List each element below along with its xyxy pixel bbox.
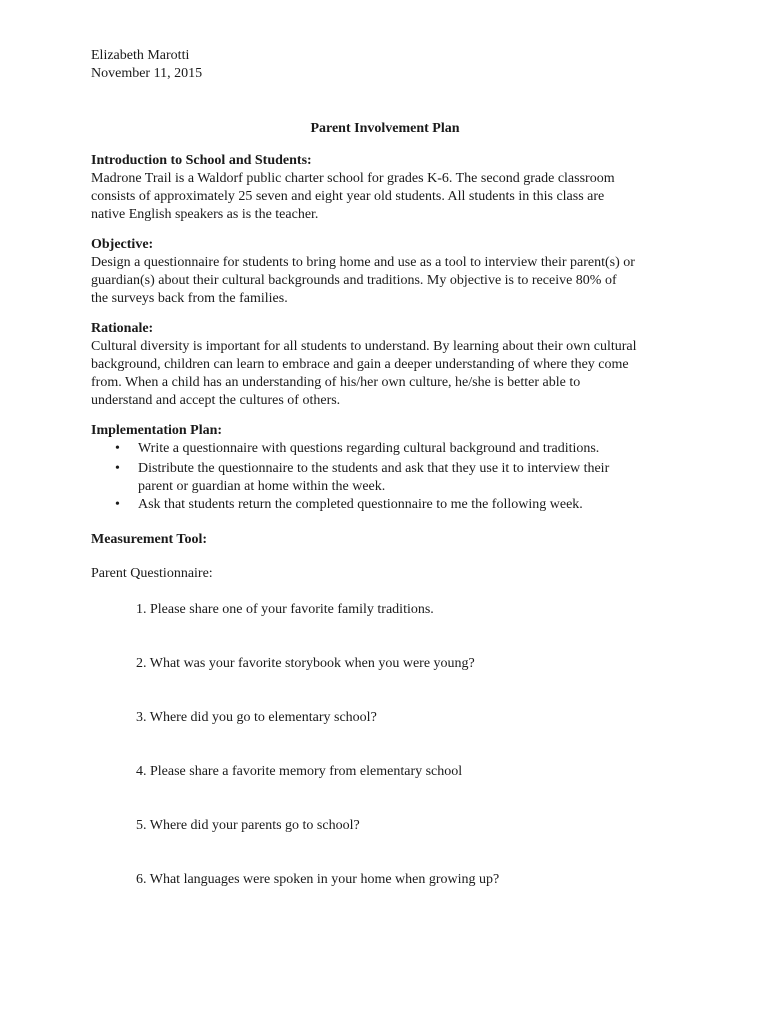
paragraph-line: Design a questionnaire for students to bring home and use as a tool to interview their parent(s) or [91, 255, 635, 270]
implementation-list [91, 440, 691, 514]
paragraph-line: Cultural diversity is important for all students to understand. By learning about their own cultural [91, 339, 637, 354]
paragraph-line: background, children can learn to embrace and gain a deeper understanding of where they come [91, 357, 629, 372]
list-item-text: Distribute the questionnaire to the students and ask that they use it to interview their [138, 461, 610, 476]
document-date: November 11, 2015 [91, 66, 203, 81]
bullet-icon: • [115, 441, 120, 456]
list-item-text: Write a questionnaire with questions regarding cultural background and traditions. [138, 441, 600, 456]
section-implementation-plan [91, 422, 691, 514]
questionnaire-item: 6. What languages were spoken in your home when growing up? [136, 872, 500, 887]
questionnaire-item: 4. Please share a favorite memory from elementary school [136, 764, 463, 779]
questionnaire-label: Parent Questionnaire: [91, 566, 213, 581]
questionnaire-item: 1. Please share one of your favorite family traditions. [136, 602, 434, 617]
questionnaire-item: 2. What was your favorite storybook when you were young? [136, 656, 475, 671]
paragraph-line: guardian(s) about their cultural backgrounds and traditions. My objective is to receive 80% of [91, 273, 617, 288]
document-page [91, 47, 691, 889]
section-measurement-tool [91, 531, 691, 889]
paragraph-line: consists of approximately 25 seven and eight year old students. All students in this class are [91, 189, 605, 204]
section-heading-implementation: Implementation Plan: [91, 423, 223, 438]
paragraph-line: native English speakers as is the teacher. [91, 207, 319, 222]
paragraph-line: Madrone Trail is a Waldorf public charter school for grades K-6. The second grade classroom [91, 171, 615, 186]
section-heading-rationale: Rationale: [91, 321, 154, 336]
list-item [91, 460, 698, 496]
paragraph-line: from. When a child has an understanding of his/her own culture, he/she is better able to [91, 375, 581, 390]
section-heading-objective: Objective: [91, 237, 154, 252]
questionnaire-item: 3. Where did you go to elementary school? [136, 710, 377, 725]
questionnaire-item: 5. Where did your parents go to school? [136, 818, 360, 833]
list-item-text: parent or guardian at home within the week. [138, 479, 386, 494]
list-item [91, 496, 698, 514]
bullet-icon: • [115, 461, 120, 476]
list-item-text: Ask that students return the completed questionnaire to me the following week. [138, 497, 583, 512]
bullet-icon: • [115, 497, 120, 512]
paragraph-line: the surveys back from the families. [91, 291, 288, 306]
paragraph-line: understand and accept the cultures of others. [91, 393, 341, 408]
author-name: Elizabeth Marotti [91, 48, 190, 63]
document-title: Parent Involvement Plan [310, 121, 460, 136]
section-heading-introduction: Introduction to School and Students: [91, 153, 312, 168]
section-heading-measurement: Measurement Tool: [91, 532, 208, 547]
section-introduction [91, 152, 691, 224]
section-rationale [91, 320, 691, 410]
section-objective [91, 236, 691, 308]
list-item [91, 440, 698, 458]
